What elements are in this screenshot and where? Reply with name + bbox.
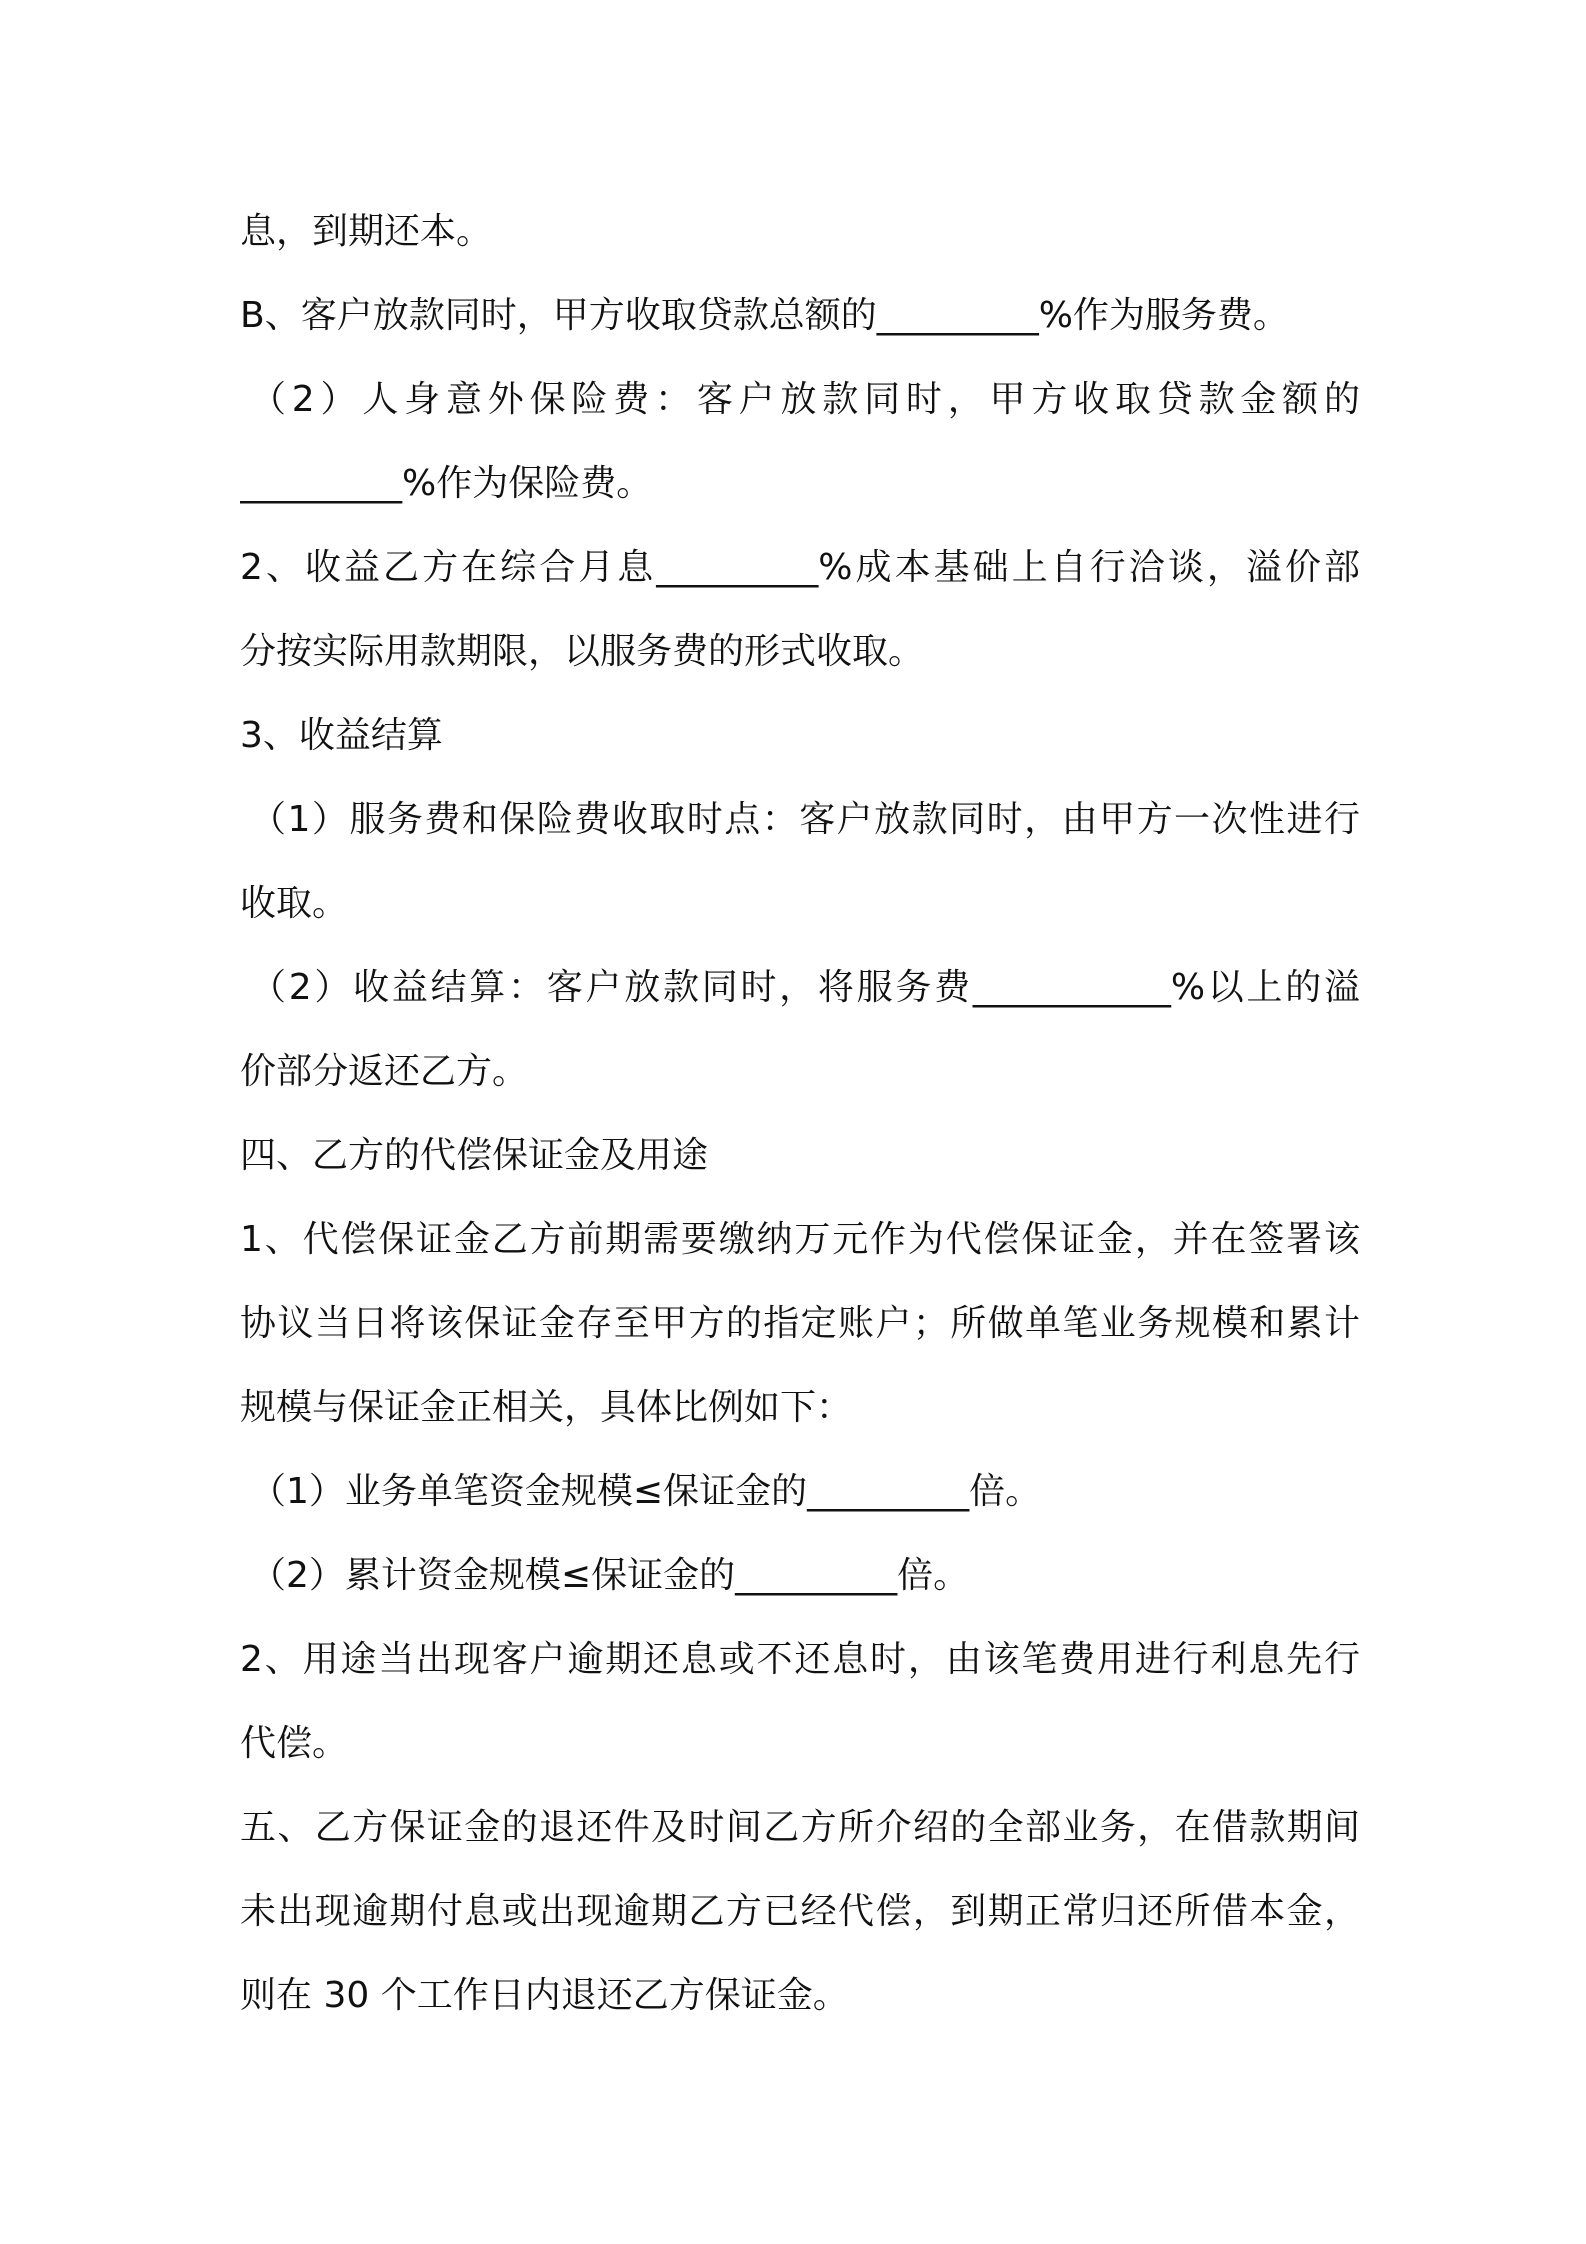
paragraph-line: 2、用途当出现客户逾期还息或不还息时，由该笔费用进行利息先行: [240, 1639, 1360, 1680]
section-heading: 3、收益结算: [240, 715, 443, 756]
paragraph-line: （2）收益结算：客户放款同时，将服务费___________%以上的溢: [250, 967, 1360, 1008]
document-body: [240, 190, 1360, 2038]
paragraph-line: 2、收益乙方在综合月息_________%成本基础上自行洽谈，溢价部: [240, 547, 1360, 588]
paragraph-line: 五、乙方保证金的退还件及时间乙方所介绍的全部业务，在借款期间: [240, 1807, 1360, 1848]
paragraph-line: （1）业务单笔资金规模≤保证金的_________倍。: [250, 1471, 1042, 1512]
paragraph-line: 规模与保证金正相关，具体比例如下：: [240, 1387, 853, 1428]
paragraph-line: 收取。: [240, 883, 349, 924]
paragraph-line: 分按实际用款期限，以服务费的形式收取。: [240, 631, 925, 672]
paragraph-line: （2）人身意外保险费：客户放款同时，甲方收取贷款金额的: [250, 379, 1360, 420]
paragraph-line: 则在 30 个工作日内退还乙方保证金。: [240, 1975, 849, 2016]
paragraph-line: _________%作为保险费。: [240, 463, 653, 504]
paragraph-line: B、客户放款同时，甲方收取贷款总额的_________%作为服务费。: [240, 295, 1289, 336]
paragraph-line: 协议当日将该保证金存至甲方的指定账户；所做单笔业务规模和累计: [240, 1303, 1360, 1344]
paragraph-line: 未出现逾期付息或出现逾期乙方已经代偿，到期正常归还所借本金，: [240, 1891, 1360, 1932]
section-heading: 四、乙方的代偿保证金及用途: [240, 1135, 709, 1176]
paragraph-line: 价部分返还乙方。: [240, 1051, 529, 1092]
paragraph-line: （2）累计资金规模≤保证金的_________倍。: [250, 1555, 970, 1596]
paragraph-line: 代偿。: [240, 1723, 349, 1764]
paragraph-line: 1、代偿保证金乙方前期需要缴纳万元作为代偿保证金，并在签署该: [240, 1219, 1360, 1260]
paragraph-line: （1）服务费和保险费收取时点：客户放款同时，由甲方一次性进行: [250, 799, 1360, 840]
paragraph-line: 息，到期还本。: [240, 211, 493, 252]
